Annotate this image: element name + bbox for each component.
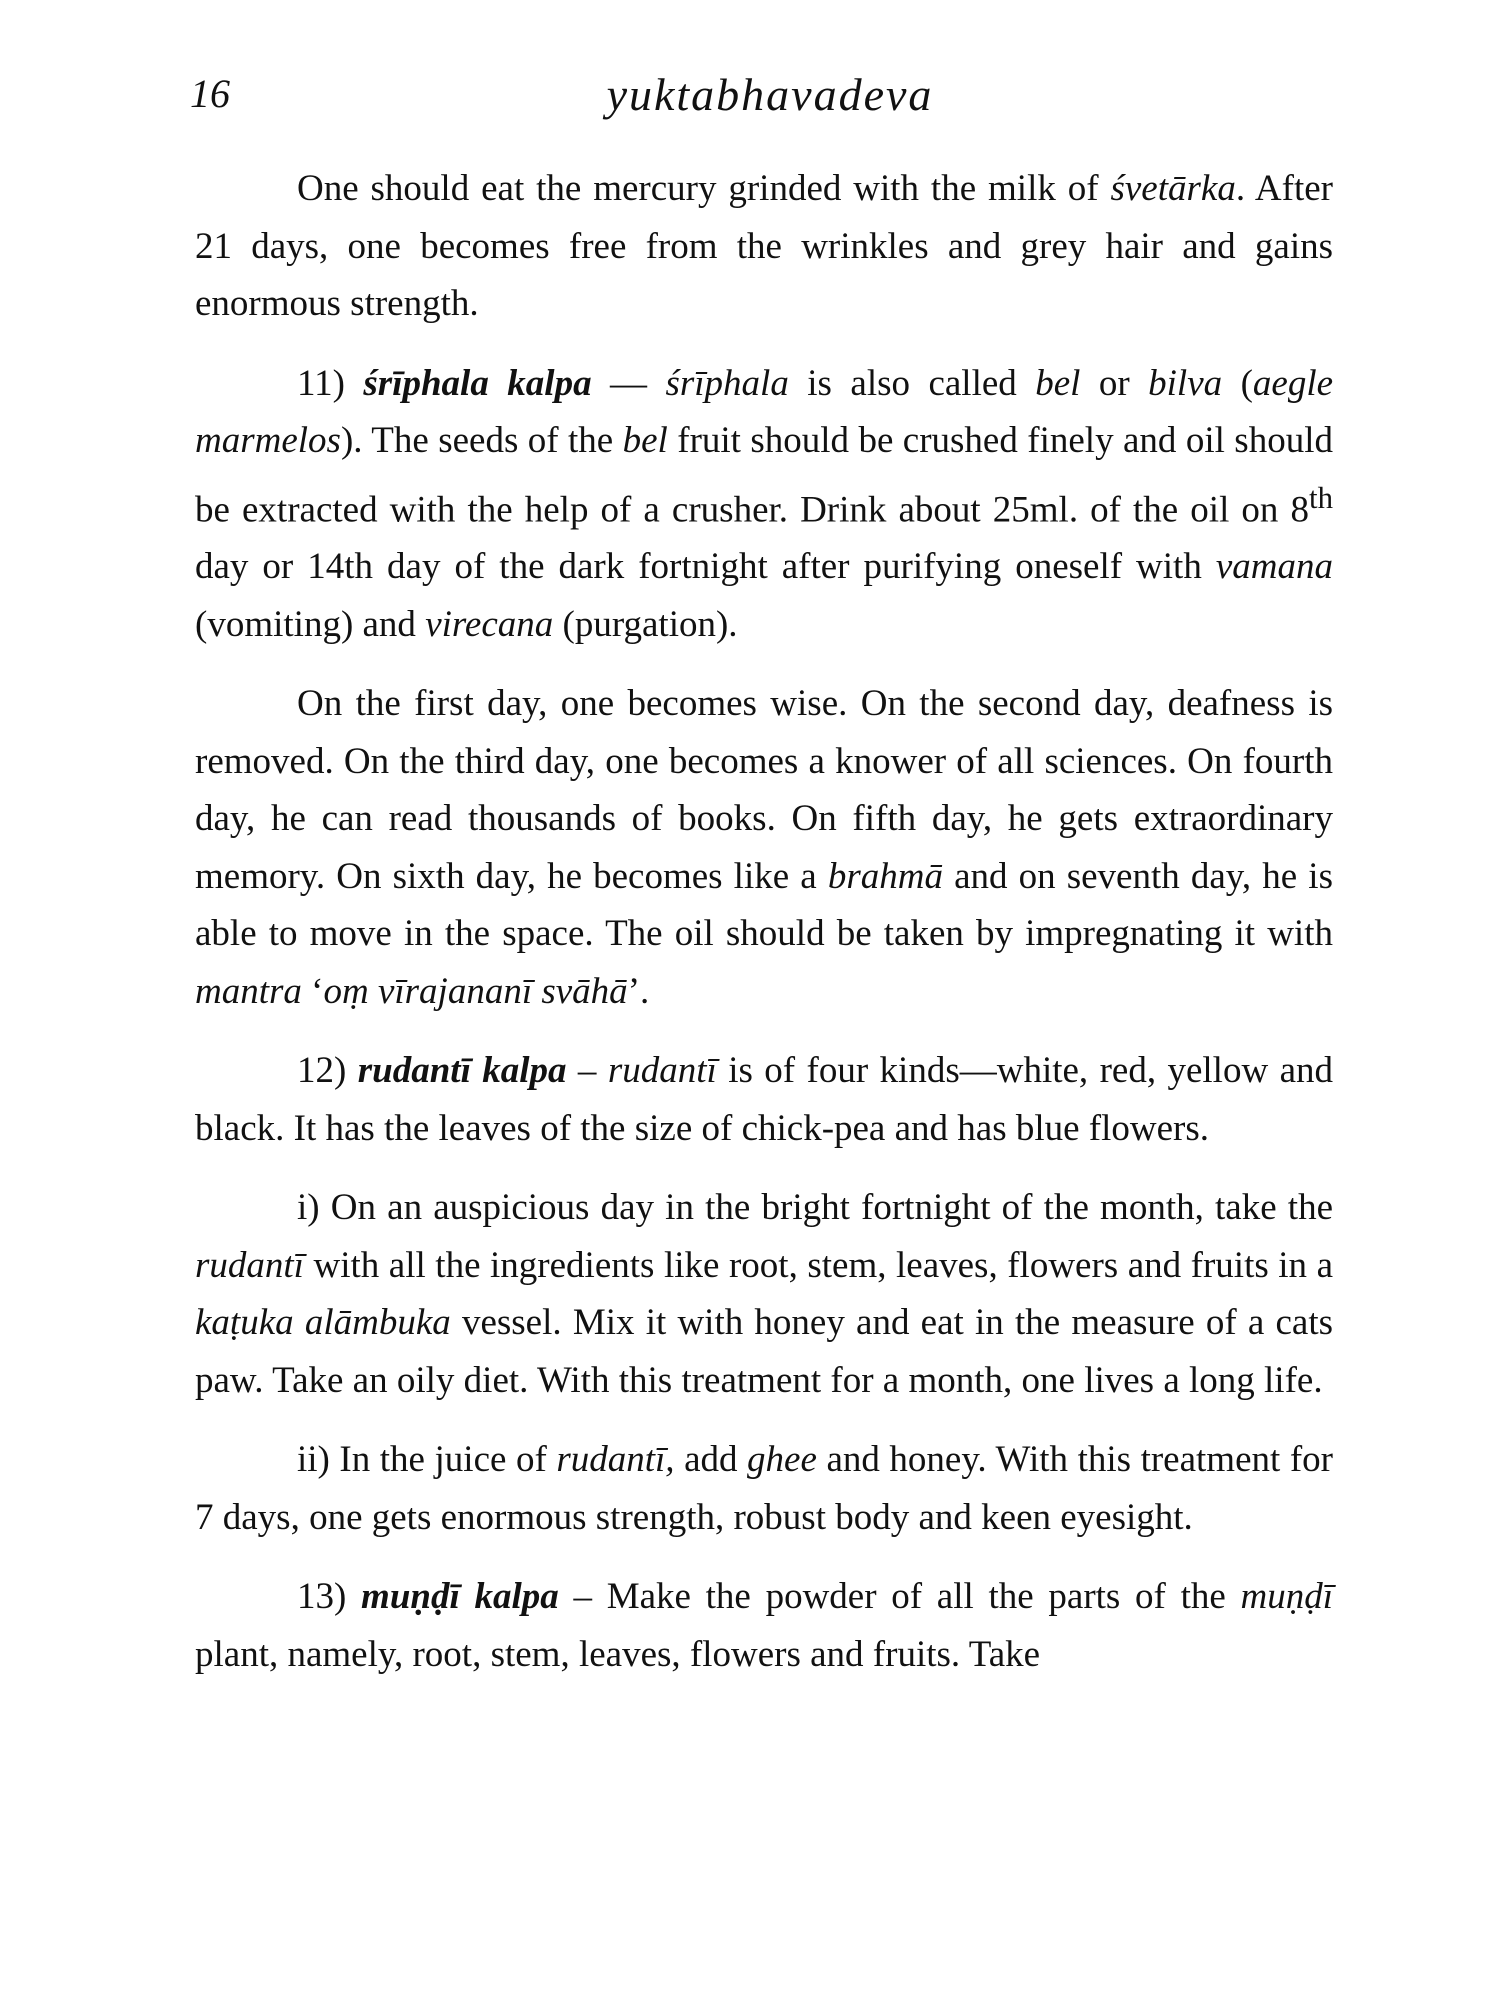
italic-term: aegle marmelos [195, 362, 1334, 461]
text-run: 13) [297, 1576, 362, 1618]
text-run: (purgation). [553, 603, 738, 645]
text-run: ). The seeds of the [340, 420, 623, 461]
paragraph-rudanti-method-ii [195, 1431, 1333, 1546]
italic-term: bilva [1148, 362, 1223, 404]
text-run: (vomiting) and [195, 603, 426, 645]
paragraph-mundi-kalpa [195, 1568, 1333, 1683]
italic-term: kaṭuka alāmbuka [195, 1302, 451, 1344]
text-run: and honey. With this treatment for 7 days, one gets enormous strength, robust body and keen eyesight. [195, 1439, 1333, 1538]
text-run: ’. [627, 970, 650, 1012]
text-run: is of four kinds—white, red, yellow and black. It has the leaves of the size of chick-pea and has blue flowers. [195, 1050, 1333, 1149]
text-run: ii) In the juice of [297, 1439, 557, 1481]
italic-term: rudantī, [556, 1439, 675, 1481]
page-header [0, 62, 1500, 132]
italic-term: śvetārka [1110, 168, 1236, 209]
paragraph-oil-effects [195, 675, 1333, 1020]
italic-term: bel [622, 420, 668, 461]
section-heading-term: śrīphala kalpa [363, 362, 592, 404]
paragraph-rudanti-kalpa [195, 1042, 1333, 1157]
page-number: 16 [190, 71, 230, 116]
text-run: and on seventh day, he is able to move in the space. The oil should be taken by impregnating it with [195, 855, 1333, 955]
italic-term: virecana [425, 603, 554, 645]
text-run: 11) [297, 362, 364, 404]
text-run: vessel. Mix it with honey and eat in the measure of a cats paw. Take an oily diet. With this treatment for a month, one lives a long life. [195, 1302, 1333, 1401]
text-run: — [591, 362, 666, 404]
ordinal-superscript: th [1309, 480, 1333, 515]
text-run: fruit should be crushed finely and oil should be extracted with the help of a crusher. Drink about 25ml. of the oil on 8 [195, 420, 1333, 530]
text-run: or [1080, 362, 1149, 404]
section-heading-term: rudantī kalpa [357, 1050, 567, 1092]
text-run: One should eat the mercury grinded with the milk of [297, 168, 1111, 209]
text-run: day or 14th day of the dark fortnight after purifying oneself with [195, 546, 1216, 588]
italic-term: mantra [195, 970, 302, 1012]
text-run: – Make the powder of all the parts of the [558, 1576, 1241, 1618]
italic-term: brahmā [827, 855, 943, 897]
italic-term: bel [1035, 362, 1081, 404]
paragraph-mercury [195, 160, 1333, 333]
text-run: On the first day, one becomes wise. On the second day, deafness is removed. On the third day, one becomes a knower of all sciences. On fourth day, he can read thousands of books. On fifth day, he gets extraordinary memory. On sixth day, he becomes like a [195, 683, 1333, 897]
italic-term: rudantī [195, 1244, 304, 1286]
body-text [195, 160, 1333, 1705]
text-run: is also called [788, 362, 1036, 404]
paragraph-rudanti-method-i [195, 1179, 1333, 1409]
italic-term: vamana [1215, 546, 1333, 588]
italic-term: śrīphala [665, 362, 789, 404]
text-run: add [674, 1439, 748, 1481]
italic-term: oṃ vīrajananī svāhā [323, 970, 628, 1012]
paragraph-sriphala-kalpa [195, 355, 1333, 654]
text-run: ( [1222, 362, 1253, 404]
text-run: – [566, 1050, 608, 1092]
text-run: plant, namely, root, stem, leaves, flowers and fruits. Take [195, 1633, 1041, 1675]
running-title: yuktabhavadeva [606, 69, 934, 120]
italic-term: ghee [747, 1439, 817, 1481]
text-run: i) On an auspicious day in the bright fortnight of the month, take the [297, 1187, 1333, 1229]
section-heading-term: muṇḍī kalpa [361, 1576, 559, 1618]
italic-term: rudantī [607, 1050, 717, 1092]
text-run: ‘ [301, 970, 324, 1012]
text-run: with all the ingredients like root, stem, leaves, flowers and fruits in a [303, 1244, 1333, 1286]
italic-term: muṇḍī [1240, 1576, 1333, 1618]
text-run: 12) [297, 1050, 358, 1092]
text-run: . After 21 days, one becomes free from the wrinkles and grey hair and gains enormous strength. [195, 168, 1333, 324]
